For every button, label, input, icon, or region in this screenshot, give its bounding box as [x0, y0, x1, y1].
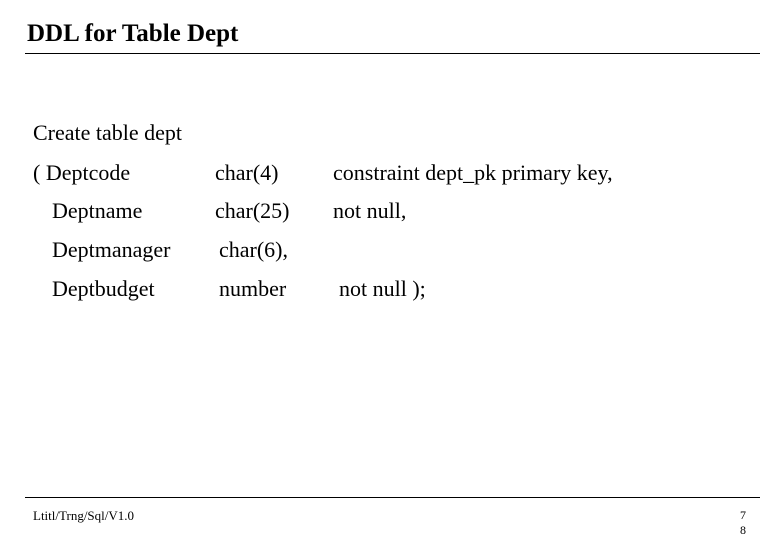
row-1-column-constraint: constraint dept_pk primary key,: [333, 160, 613, 185]
row-4-column-type: number: [219, 276, 287, 301]
row-3-column-type: char(6),: [219, 237, 289, 262]
page-number-digit-1: 7: [740, 508, 746, 522]
footer-divider: [25, 497, 760, 498]
row-2-column-constraint: not null,: [333, 198, 407, 223]
page-number: [738, 508, 748, 538]
row-4-column-name: Deptbudget: [52, 276, 155, 301]
footer-course-code: Ltitl/Trng/Sql/V1.0: [33, 508, 135, 523]
title-divider: [25, 53, 760, 54]
row-1-column-name: ( Deptcode: [33, 160, 131, 185]
page-number-digit-2: 8: [740, 523, 746, 537]
row-4-column-constraint: not null );: [339, 276, 426, 301]
row-1-column-type: char(4): [215, 160, 279, 185]
row-3-column-name: Deptmanager: [52, 237, 171, 262]
row-2-column-name: Deptname: [52, 198, 143, 223]
create-table-statement: Create table dept: [33, 120, 183, 145]
slide-title: DDL for Table Dept: [27, 20, 239, 47]
row-2-column-type: char(25): [215, 198, 290, 223]
